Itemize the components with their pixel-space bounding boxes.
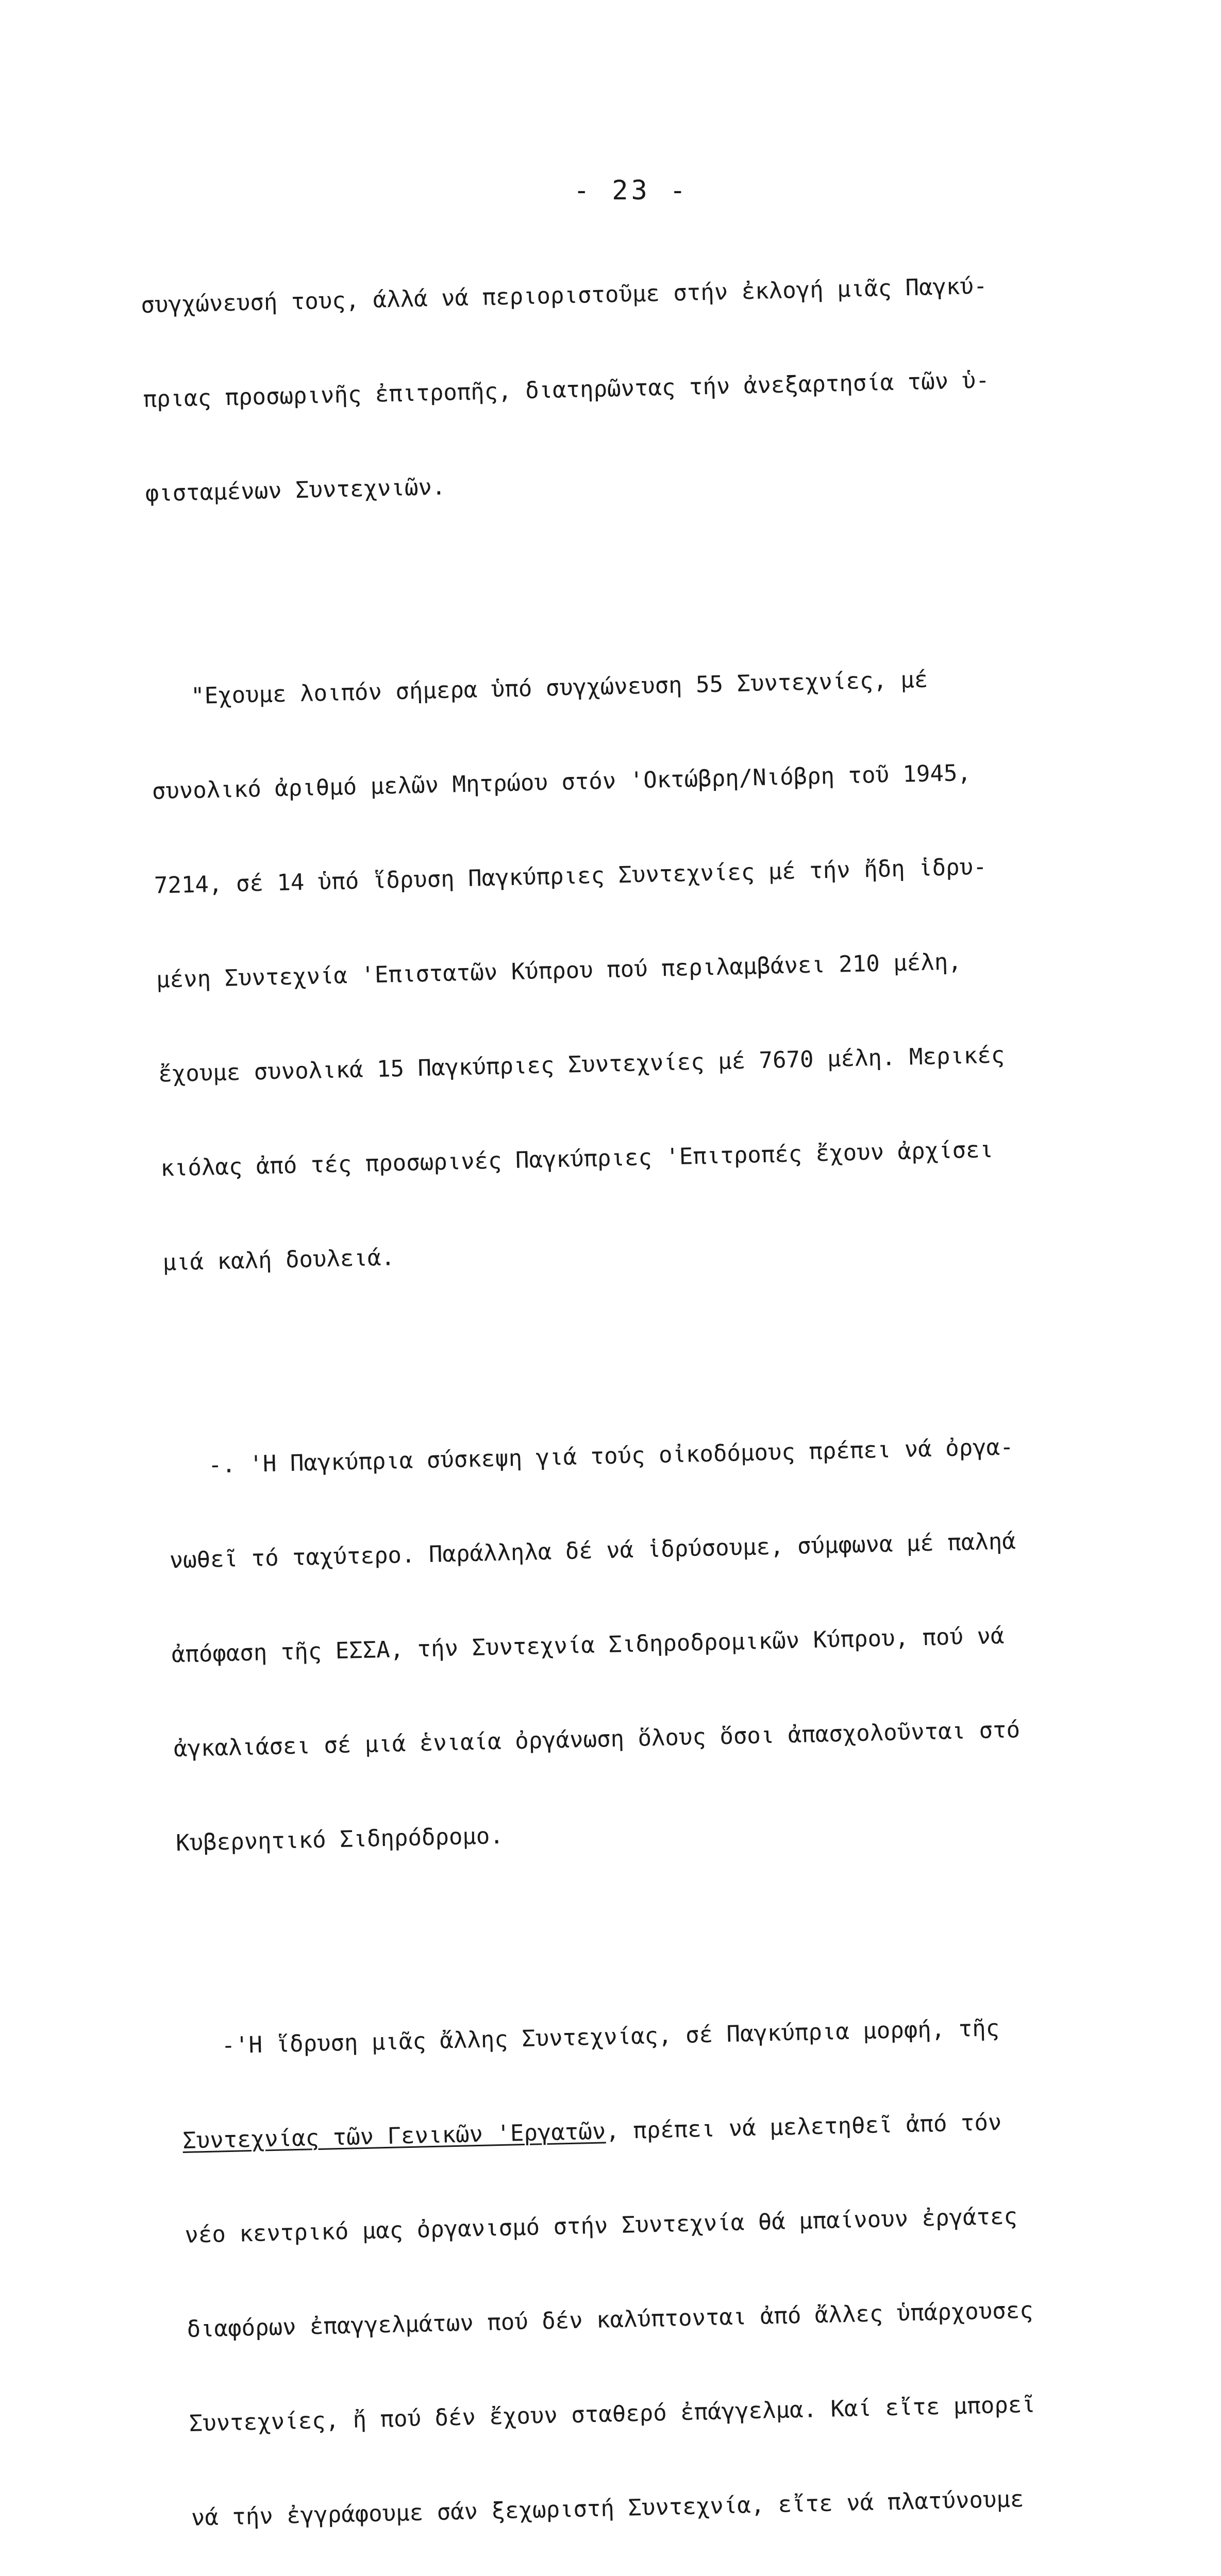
text-line: 7214, σέ 14 ὑπό ἵδρυση Παγκύπριες Συντεχνίες μέ τήν ἤδη ἱδρυ- <box>154 854 988 899</box>
text-line: "Εχουμε λοιπόν σήμερα ὑπό συγχώνευση 55 Συντεχνίες, μέ <box>149 666 928 710</box>
text-line: νέο κεντρικό μας ὀργανισμό στήν Συντεχνία θά μπαίνουν ἐργάτες <box>184 2203 1018 2248</box>
text-line: ἀγκαλιάσει σέ μιά ἑνιαία ὀργάνωση ὅλους ὅσοι ἀπασχολοῦνται στό <box>173 1716 1021 1762</box>
text-line: Συντεχνίες, ἤ πού δέν ἔχουν σταθερό ἐπάγγελμα. Καί εἴτε μπορεῖ <box>189 2391 1036 2437</box>
text-line: κιόλας ἀπό τές προσωρινές Παγκύπριες 'Επιτροπές ἔχουν ἀρχίσει <box>160 1136 994 1182</box>
text-line: φισταμένων Συντεχνιῶν. <box>145 473 446 507</box>
paragraph-3 <box>165 1365 1187 1922</box>
text-line: νά τήν ἐγγράφουμε σάν ξεχωριστή Συντεχνία, εἴτε νά πλατύνουμε <box>191 2486 1024 2531</box>
text-line: ἀπόφαση τῆς ΕΣΣΑ, τήν Συντεχνία Σιδηροδρομικῶν Κύπρου, πού νά <box>171 1622 1005 1668</box>
text-line: Κυβερνητικό Σιδηρόδρομο. <box>175 1822 504 1857</box>
text-line: -'Η ἵδρυση μιᾶς ἄλλης Συντεχνίας, σέ Παγκύπρια μορφή, τῆς <box>180 2015 1000 2060</box>
text-line: μένη Συντεχνία 'Επιστατῶν Κύπρου πού περιλαμβάνει 210 μέλη, <box>156 948 962 993</box>
text-line: νωθεῖ τό ταχύτερο. Παράλληλα δέ νά ἱδρύσουμε, σύμφωνα μέ παληά <box>169 1528 1016 1574</box>
text-line: συνολικό ἀριθμό μελῶν Μητρώου στόν 'Οκτώβρη/Νιόβρη τοῦ 1945, <box>152 759 972 805</box>
underlined-line: Συντεχνίας τῶν Γενικῶν 'Εργατῶν, πρέπει νά μελετηθεῖ ἀπό τόν <box>182 2109 1002 2155</box>
underlined-phrase: Συντεχνίας τῶν Γενικῶν 'Εργατῶν <box>182 2118 606 2155</box>
text-line: διαφόρων ἐπαγγελμάτων πού δέν καλύπτονται ἀπό ἄλλες ὑπάρχουσες <box>187 2297 1034 2343</box>
body-text <box>139 204 1221 2576</box>
paragraph-2 <box>148 596 1174 1341</box>
text-line: συγχώνευσή τους, άλλά νά περιοριστοῦμε στήν ἐκλογή μιᾶς Παγκύ- <box>140 273 988 318</box>
text-line: ἔχουμε συνολικά 15 Παγκύπριες Συντεχνίες μέ 7670 μέλη. Μερικές <box>158 1042 1005 1088</box>
text-line: -. 'Η Παγκύπρια σύσκεψη γιά τούς οἰκοδόμους πρέπει νά ὀργα- <box>167 1434 1014 1480</box>
page-number: - 23 - <box>573 175 689 206</box>
paragraph-1 <box>139 204 1157 572</box>
text-line <box>193 2573 1203 2576</box>
text-line: πριας προσωρινῆς ἐπιτροπῆς, διατηρῶντας τήν ἀνεξαρτησία τῶν ὑ- <box>143 367 990 413</box>
paragraph-4 <box>179 1945 1214 2576</box>
text-line: μιά καλή δουλειά. <box>162 1244 395 1276</box>
